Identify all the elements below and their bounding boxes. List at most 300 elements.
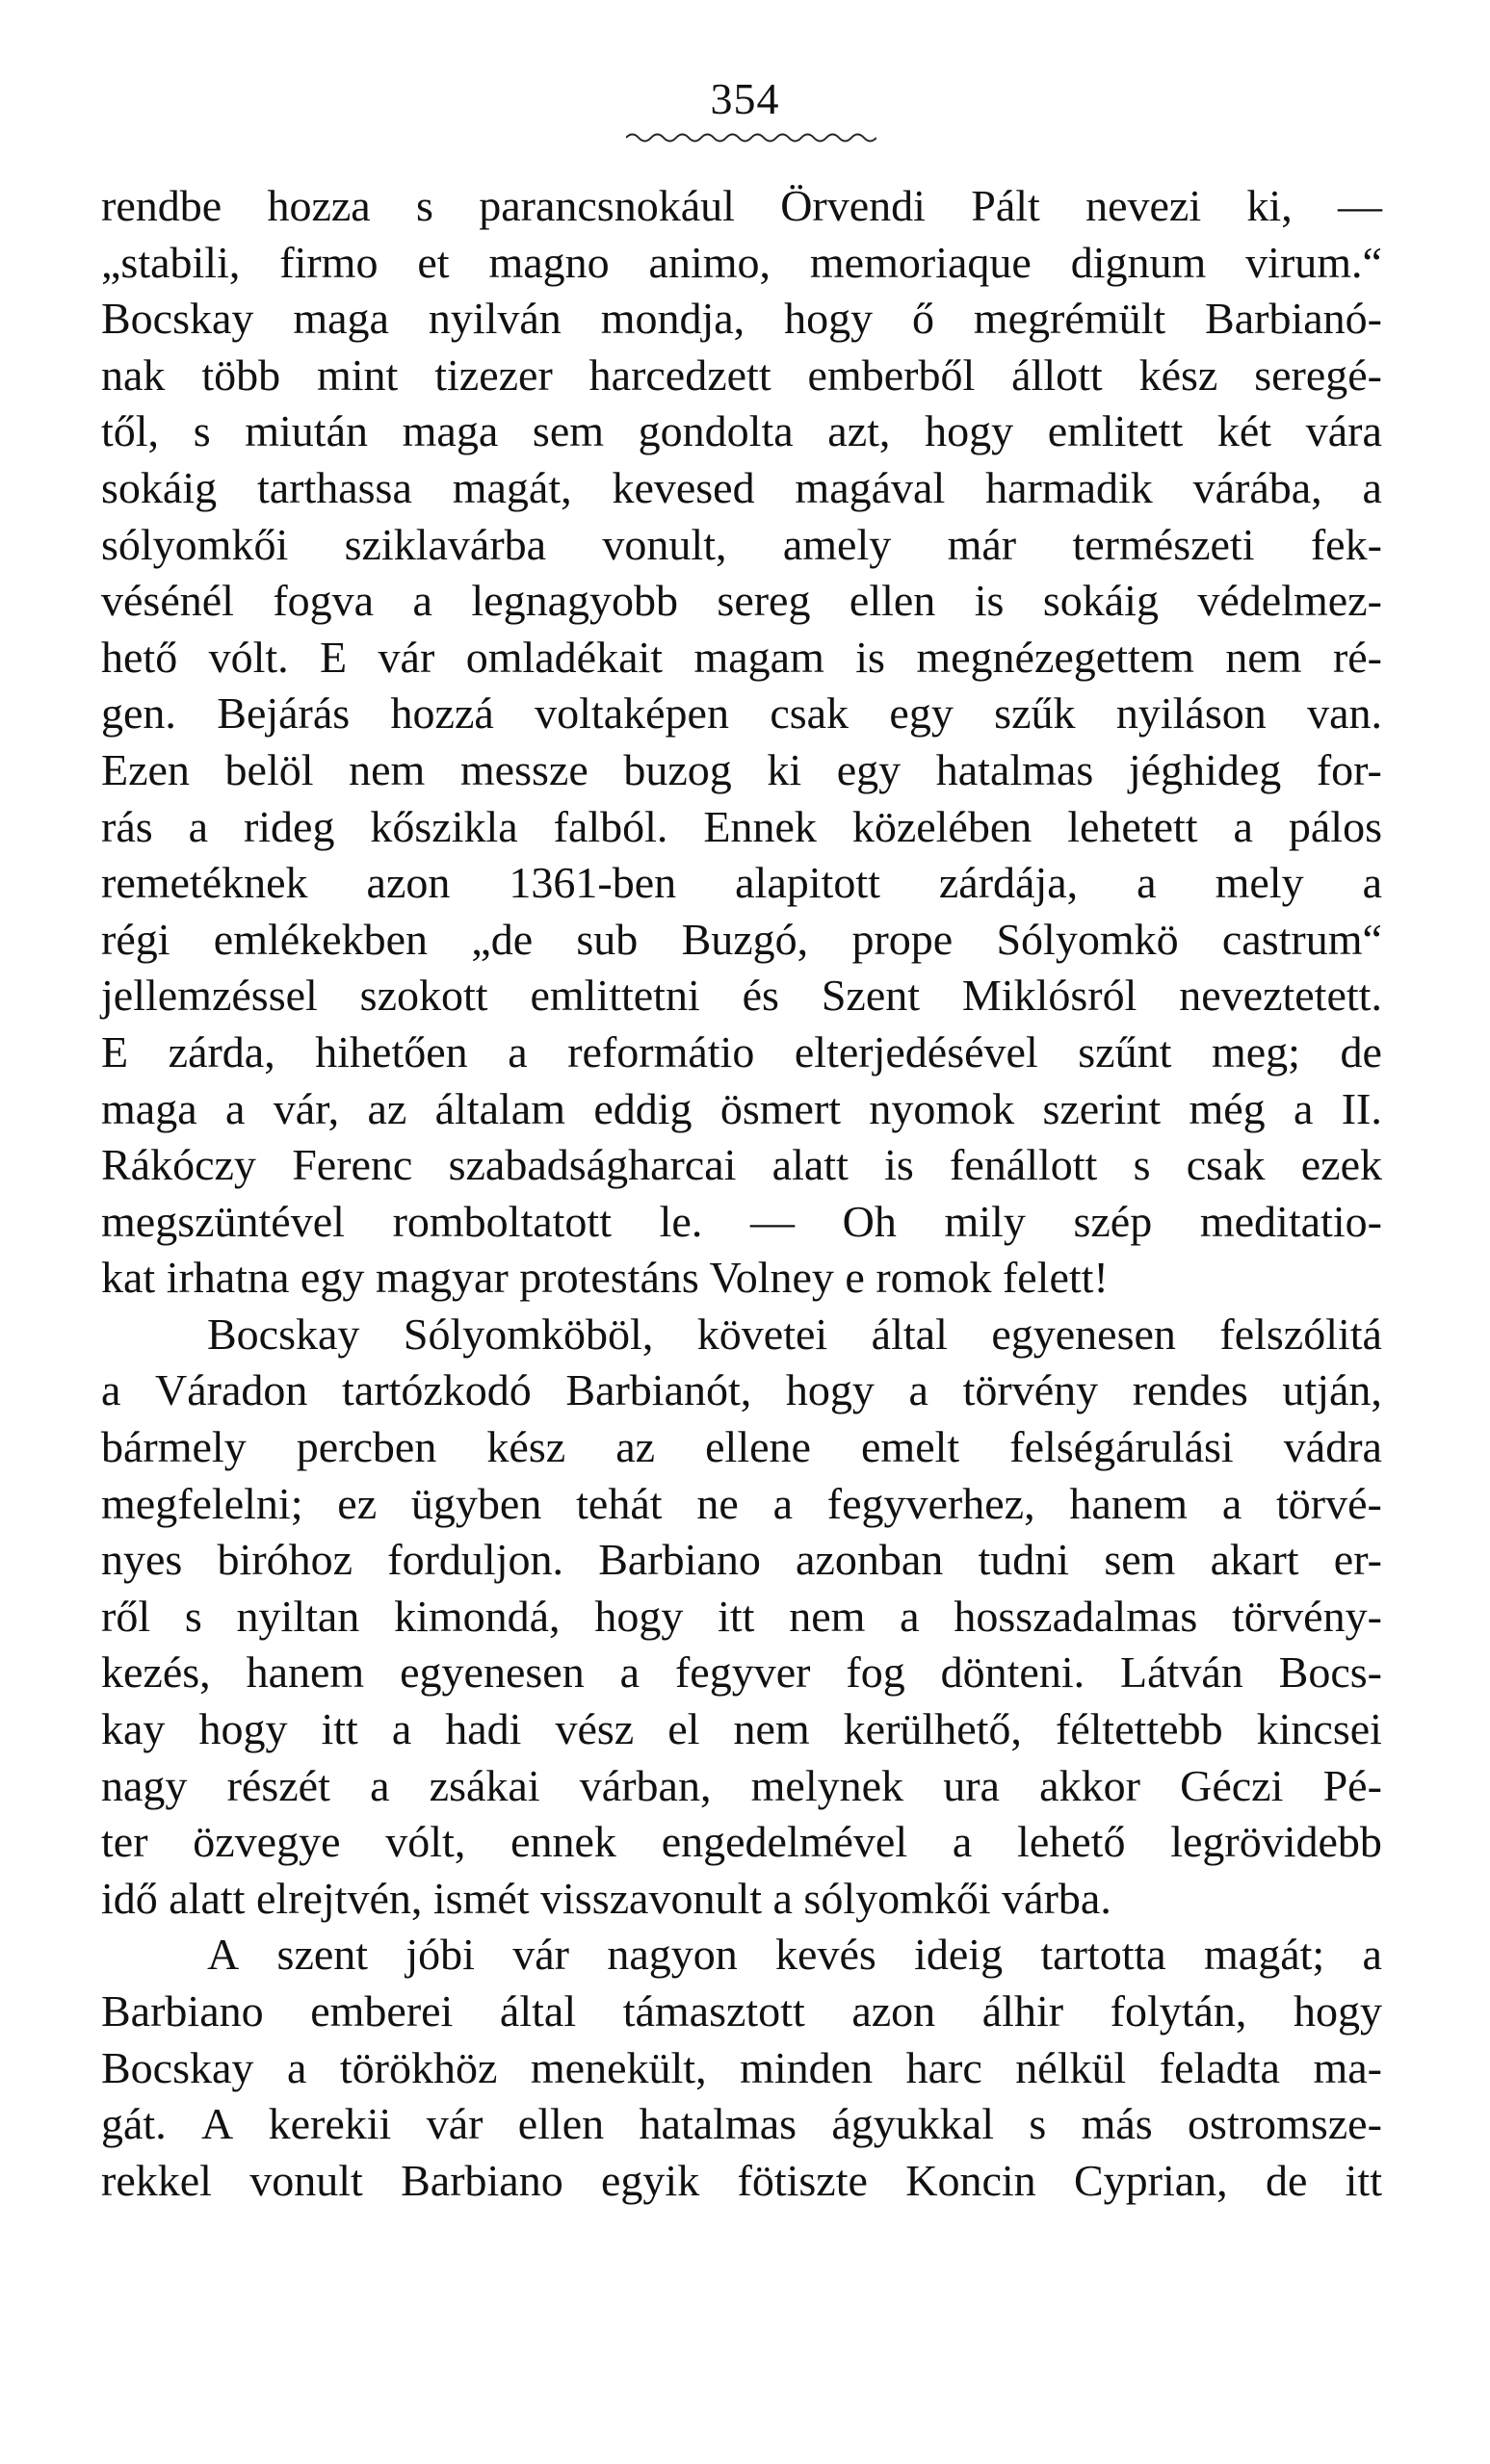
word: mint <box>316 350 399 400</box>
word: emlékekben <box>213 914 429 964</box>
word: fenállott <box>950 1140 1098 1190</box>
word: maga <box>402 406 499 456</box>
word: omladékait <box>465 632 664 682</box>
word: ágyukkal <box>831 2099 994 2149</box>
text-line <box>101 2153 1382 2210</box>
word: memoriaque <box>809 237 1032 287</box>
text-line <box>101 1927 1382 1984</box>
word: Váradon <box>155 1365 308 1415</box>
word: kimondá, <box>394 1591 561 1641</box>
word: tudni <box>978 1535 1070 1585</box>
word: a <box>619 1647 640 1698</box>
word: a <box>1362 1930 1382 1980</box>
word: a <box>1233 801 1253 851</box>
word: hanem <box>1069 1478 1189 1528</box>
word: ez <box>337 1478 378 1528</box>
word: fötiszte <box>737 2155 868 2205</box>
word: mely <box>1215 858 1304 908</box>
word: Bocskay <box>101 2042 254 2092</box>
word: által <box>499 1986 577 2036</box>
word: más <box>1081 2099 1153 2149</box>
word: sólyomkői <box>101 519 289 569</box>
word: ellen <box>849 576 936 626</box>
word: harcedzett <box>588 350 771 400</box>
word: fek- <box>1310 519 1382 569</box>
word: messze <box>459 744 588 794</box>
word: magam <box>693 632 824 682</box>
word: ennek <box>510 1817 616 1867</box>
word: szűnt <box>1078 1026 1172 1076</box>
text-line <box>101 912 1382 969</box>
word: törökhöz <box>339 2042 498 2092</box>
text-line <box>101 2040 1382 2097</box>
word: ter <box>101 1817 148 1867</box>
text-line <box>101 178 1382 235</box>
word: zárdája, <box>938 858 1079 908</box>
text-line <box>101 799 1382 856</box>
word: kész <box>486 1422 566 1472</box>
word: rás <box>101 801 153 851</box>
word: tarthassa <box>256 462 412 512</box>
word: a <box>286 2042 307 2092</box>
word: ezek <box>1300 1140 1382 1190</box>
word: szerint <box>1042 1083 1162 1133</box>
word: Barbianót, <box>565 1365 752 1415</box>
word: el <box>667 1704 700 1754</box>
word: ne <box>696 1478 739 1528</box>
word: s <box>1133 1140 1151 1190</box>
word: sokáig <box>1042 576 1159 626</box>
word: egyik <box>601 2155 700 2205</box>
word: eddig <box>593 1083 693 1133</box>
word: részét <box>226 1760 330 1810</box>
word: Barbiano <box>101 1986 264 2036</box>
word: melynek <box>750 1760 904 1810</box>
word: ura <box>943 1760 1000 1810</box>
text-line <box>101 1701 1382 1758</box>
word: nevezi <box>1085 181 1202 230</box>
word: gát. <box>101 2099 167 2149</box>
word: itt <box>321 1704 358 1754</box>
text-line <box>101 742 1382 799</box>
word: Bocs- <box>1278 1647 1382 1698</box>
word: kerekii <box>268 2099 392 2149</box>
word: et <box>417 237 450 287</box>
text-line <box>101 1419 1382 1476</box>
word: szabadságharcai <box>448 1140 737 1190</box>
body-text <box>101 178 1382 2209</box>
word: engedelmével <box>661 1817 908 1867</box>
word: védelmez- <box>1197 576 1382 626</box>
word: kevesed <box>612 462 755 512</box>
word: zárda, <box>168 1026 275 1076</box>
word: hogy <box>784 294 874 344</box>
text-line <box>101 403 1382 460</box>
word: s <box>184 1591 202 1641</box>
word: biróhoz <box>217 1535 353 1585</box>
word: ellen <box>517 2099 605 2149</box>
word: várban, <box>579 1760 712 1810</box>
word: harc <box>905 2042 982 2092</box>
text-line <box>101 1984 1382 2040</box>
word: egy <box>889 688 954 739</box>
word: alatt <box>771 1140 849 1190</box>
word: van. <box>1307 688 1382 739</box>
word: kész <box>1138 350 1218 400</box>
word: fog <box>846 1647 905 1698</box>
text-line <box>101 291 1382 348</box>
word: nélkül <box>1015 2042 1127 2092</box>
word: meditatio- <box>1199 1196 1382 1246</box>
word: nyomok <box>869 1083 1015 1133</box>
word: és <box>742 971 779 1021</box>
word: hatalmas <box>935 744 1094 794</box>
word: nyiltan <box>236 1591 360 1641</box>
text-line <box>101 1758 1382 1815</box>
word: azon <box>366 858 451 908</box>
word: azt, <box>827 406 891 456</box>
word: akart <box>1210 1535 1299 1585</box>
word: jéghideg <box>1128 744 1282 794</box>
word: miután <box>245 406 369 456</box>
word: által <box>871 1309 948 1359</box>
word: vésénél <box>101 576 234 626</box>
word: harmadik <box>985 462 1153 512</box>
word: dönteni. <box>940 1647 1085 1698</box>
word: neveztetett. <box>1179 971 1382 1021</box>
word: azon <box>851 1986 936 2036</box>
word: rendbe <box>101 181 222 230</box>
text-line <box>101 686 1382 742</box>
word: megszüntével <box>101 1196 345 1246</box>
word: hozzá <box>390 688 494 739</box>
word: azonban <box>796 1535 944 1585</box>
text-line <box>101 2096 1382 2153</box>
word: maga <box>293 294 389 344</box>
word: romboltatott <box>392 1196 612 1246</box>
word: Buzgó, <box>681 914 809 964</box>
word: „de <box>471 914 534 964</box>
word: vonult <box>249 2155 363 2205</box>
word: zsákai <box>429 1760 540 1810</box>
word: vár <box>426 2099 484 2149</box>
word: kevés <box>775 1930 876 1980</box>
word: a <box>908 1365 928 1415</box>
word: felségárulási <box>1009 1422 1234 1472</box>
text-line <box>101 235 1382 292</box>
word: Pé- <box>1322 1760 1382 1810</box>
word: de <box>1340 1026 1382 1076</box>
word: Barbianó- <box>1205 294 1382 344</box>
word: szent <box>276 1930 369 1980</box>
text-line <box>101 968 1382 1025</box>
word: már <box>947 519 1017 569</box>
text-line <box>101 1532 1382 1589</box>
word: A <box>201 2099 234 2149</box>
word: egy <box>836 744 902 794</box>
word: megrémült <box>973 294 1166 344</box>
page-number: 354 <box>710 74 780 123</box>
word: — <box>749 1196 795 1246</box>
word: Szent <box>821 971 921 1021</box>
word: fogva <box>273 576 375 626</box>
word: egyenesen <box>991 1309 1176 1359</box>
wavy-rule-ornament <box>626 131 876 144</box>
word: is <box>884 1140 914 1190</box>
word: — <box>1338 181 1382 230</box>
word: a <box>1137 858 1157 908</box>
word: is <box>855 632 885 682</box>
word: a <box>772 1478 793 1528</box>
word: gondolta <box>638 406 794 456</box>
word: E <box>320 632 348 682</box>
word: Miklósról <box>961 971 1137 1021</box>
word: dignum <box>1070 237 1207 287</box>
word: itt <box>1345 2155 1382 2205</box>
word: sem <box>1104 1535 1176 1585</box>
text-line <box>101 1025 1382 1081</box>
word: er- <box>1333 1535 1382 1585</box>
word: castrum“ <box>1221 914 1382 964</box>
word: a <box>224 1083 246 1133</box>
word: kezés, <box>101 1647 211 1698</box>
word: prope <box>851 914 954 964</box>
text-line <box>101 573 1382 630</box>
word: Barbiano <box>598 1535 761 1585</box>
word: buzog <box>623 744 732 794</box>
word: falból. <box>553 801 668 851</box>
word: szűk <box>994 688 1076 739</box>
word: megnézegettem <box>916 632 1194 682</box>
word: hogy <box>594 1591 684 1641</box>
word: nyes <box>101 1535 183 1585</box>
word: percben <box>296 1422 437 1472</box>
word: ma- <box>1313 2042 1382 2092</box>
word: a <box>101 1365 121 1415</box>
word: Ezen <box>101 744 190 794</box>
word: magát, <box>452 462 572 512</box>
word: kerülhető, <box>843 1704 1022 1754</box>
word: a <box>952 1817 973 1867</box>
word: Látván <box>1120 1647 1243 1698</box>
word: kincsei <box>1256 1704 1382 1754</box>
word: vár <box>512 1930 569 1980</box>
text-line: idő alatt elrejtvén, ismét visszavonult a sólyomkői várba. <box>101 1873 1111 1923</box>
word: megfelelni; <box>101 1478 303 1528</box>
word: Sólyomkö <box>996 914 1179 964</box>
word: ösmert <box>719 1083 842 1133</box>
text-line <box>101 630 1382 687</box>
word: szép <box>1073 1196 1153 1246</box>
word: hogy <box>785 1365 875 1415</box>
word: vára <box>1305 406 1382 456</box>
word: emelt <box>861 1422 960 1472</box>
word: álhir <box>981 1986 1064 2036</box>
word: Oh <box>842 1196 897 1246</box>
word: több <box>201 350 281 400</box>
word: mily <box>944 1196 1026 1246</box>
word: tizezer <box>434 350 553 400</box>
word: de <box>1265 2155 1308 2205</box>
word: a <box>188 801 208 851</box>
word: támasztott <box>622 1986 805 2036</box>
word: emberei <box>310 1986 454 2036</box>
word: a <box>1362 462 1382 512</box>
word: s <box>1029 2099 1047 2149</box>
word: állott <box>1011 350 1103 400</box>
text-line <box>101 1081 1382 1138</box>
word: től, <box>101 406 160 456</box>
text-line <box>101 855 1382 912</box>
word: A <box>207 1930 240 1980</box>
word: Cyprian, <box>1073 2155 1228 2205</box>
word: a <box>1293 1083 1314 1133</box>
word: nyilván <box>428 294 562 344</box>
word: nagy <box>101 1760 188 1810</box>
word: szokott <box>359 971 488 1021</box>
word: vár, <box>273 1083 340 1133</box>
word: hatalmas <box>639 2099 797 2149</box>
word: a <box>370 1760 390 1810</box>
word: minden <box>740 2042 874 2092</box>
word: legnagyobb <box>471 576 678 626</box>
word: az <box>615 1422 656 1472</box>
word: belöl <box>224 744 314 794</box>
word: a <box>508 1026 528 1076</box>
text-line <box>101 348 1382 404</box>
word: ki, <box>1246 181 1293 230</box>
word: Géczi <box>1180 1760 1284 1810</box>
word: emlitett <box>1047 406 1184 456</box>
word: csak <box>1186 1140 1266 1190</box>
word: maga <box>101 1083 197 1133</box>
word: Ennek <box>703 801 817 851</box>
word: hanem <box>246 1647 365 1698</box>
word: nem <box>789 1591 866 1641</box>
word: Koncin <box>905 2155 1036 2205</box>
text-line <box>101 1307 1382 1363</box>
word: virum.“ <box>1245 237 1382 287</box>
word: hadi <box>445 1704 522 1754</box>
word: bármely <box>101 1422 247 1472</box>
word: Bejárás <box>217 688 351 739</box>
word: seregé- <box>1254 350 1382 400</box>
word: nagyon <box>607 1930 738 1980</box>
word: II. <box>1341 1083 1382 1133</box>
word: rekkel <box>101 2155 212 2205</box>
word: Bocskay <box>207 1309 360 1359</box>
word: amely <box>782 519 892 569</box>
word: törvény- <box>1232 1591 1382 1641</box>
word: akkor <box>1039 1760 1140 1810</box>
word: meg; <box>1211 1026 1300 1076</box>
word: követei <box>696 1309 828 1359</box>
word: az <box>367 1083 407 1133</box>
word: nyiláson <box>1115 688 1267 739</box>
word: ostromsze- <box>1188 2099 1382 2149</box>
word: emlittetni <box>530 971 700 1021</box>
word: még <box>1189 1083 1266 1133</box>
text-line <box>101 1645 1382 1701</box>
word: ré- <box>1332 632 1382 682</box>
word: ki <box>767 744 802 794</box>
word: kőszikla <box>370 801 518 851</box>
word: Rákóczy <box>101 1140 256 1190</box>
word: le. <box>659 1196 703 1246</box>
word: legrövidebb <box>1170 1817 1382 1867</box>
word: itt <box>718 1591 755 1641</box>
word: kay <box>101 1704 166 1754</box>
word: felszólitá <box>1219 1309 1382 1359</box>
word: hogy <box>925 406 1014 456</box>
word: firmo <box>279 237 379 287</box>
word: hogy <box>1294 1986 1382 2036</box>
word: egyenesen <box>400 1647 585 1698</box>
word: vonult, <box>602 519 727 569</box>
word: is <box>974 576 1005 626</box>
word: általam <box>434 1083 565 1133</box>
word: Ferenc <box>292 1140 413 1190</box>
word: várába, <box>1192 462 1322 512</box>
word: elterjedésével <box>794 1026 1038 1076</box>
word: lehető <box>1017 1817 1126 1867</box>
word: hozza <box>267 181 371 230</box>
word: özvegye <box>193 1817 341 1867</box>
word: animo, <box>648 237 771 287</box>
word: E <box>101 1026 129 1076</box>
word: utján, <box>1282 1365 1382 1415</box>
word: vólt. <box>208 632 289 682</box>
word: csak <box>770 688 850 739</box>
word: vár <box>378 632 435 682</box>
word: hihetően <box>315 1026 468 1076</box>
word: s <box>193 406 211 456</box>
word: tehát <box>576 1478 663 1528</box>
word: Sólyomköböl, <box>403 1309 654 1359</box>
word: rideg <box>243 801 335 851</box>
word: for- <box>1316 744 1382 794</box>
word: tartotta <box>1040 1930 1166 1980</box>
word: emberből <box>807 350 976 400</box>
word: Pált <box>971 181 1040 230</box>
word: magával <box>795 462 946 512</box>
word: hosszadalmas <box>954 1591 1198 1641</box>
word: parancsnokául <box>479 181 735 230</box>
text-line <box>101 1814 1382 1871</box>
word: forduljon. <box>387 1535 563 1585</box>
word: nem <box>1225 632 1302 682</box>
word: nem <box>349 744 426 794</box>
word: sem <box>532 406 605 456</box>
word: a <box>391 1704 412 1754</box>
word: fegyverhez, <box>826 1478 1035 1528</box>
word: közelében <box>851 801 1033 851</box>
word: vádra <box>1283 1422 1382 1472</box>
word: sub <box>576 914 639 964</box>
word: fegyver <box>674 1647 811 1698</box>
word: vész <box>555 1704 635 1754</box>
word: féltettebb <box>1055 1704 1223 1754</box>
word: mondja, <box>600 294 745 344</box>
word: ről <box>101 1591 151 1641</box>
word: remetéknek <box>101 858 308 908</box>
text-line <box>101 460 1382 517</box>
text-line <box>101 1476 1382 1533</box>
word: feladta <box>1159 2042 1280 2092</box>
word: hető <box>101 632 178 682</box>
word: sziklavárba <box>344 519 547 569</box>
word: pálos <box>1288 801 1382 851</box>
